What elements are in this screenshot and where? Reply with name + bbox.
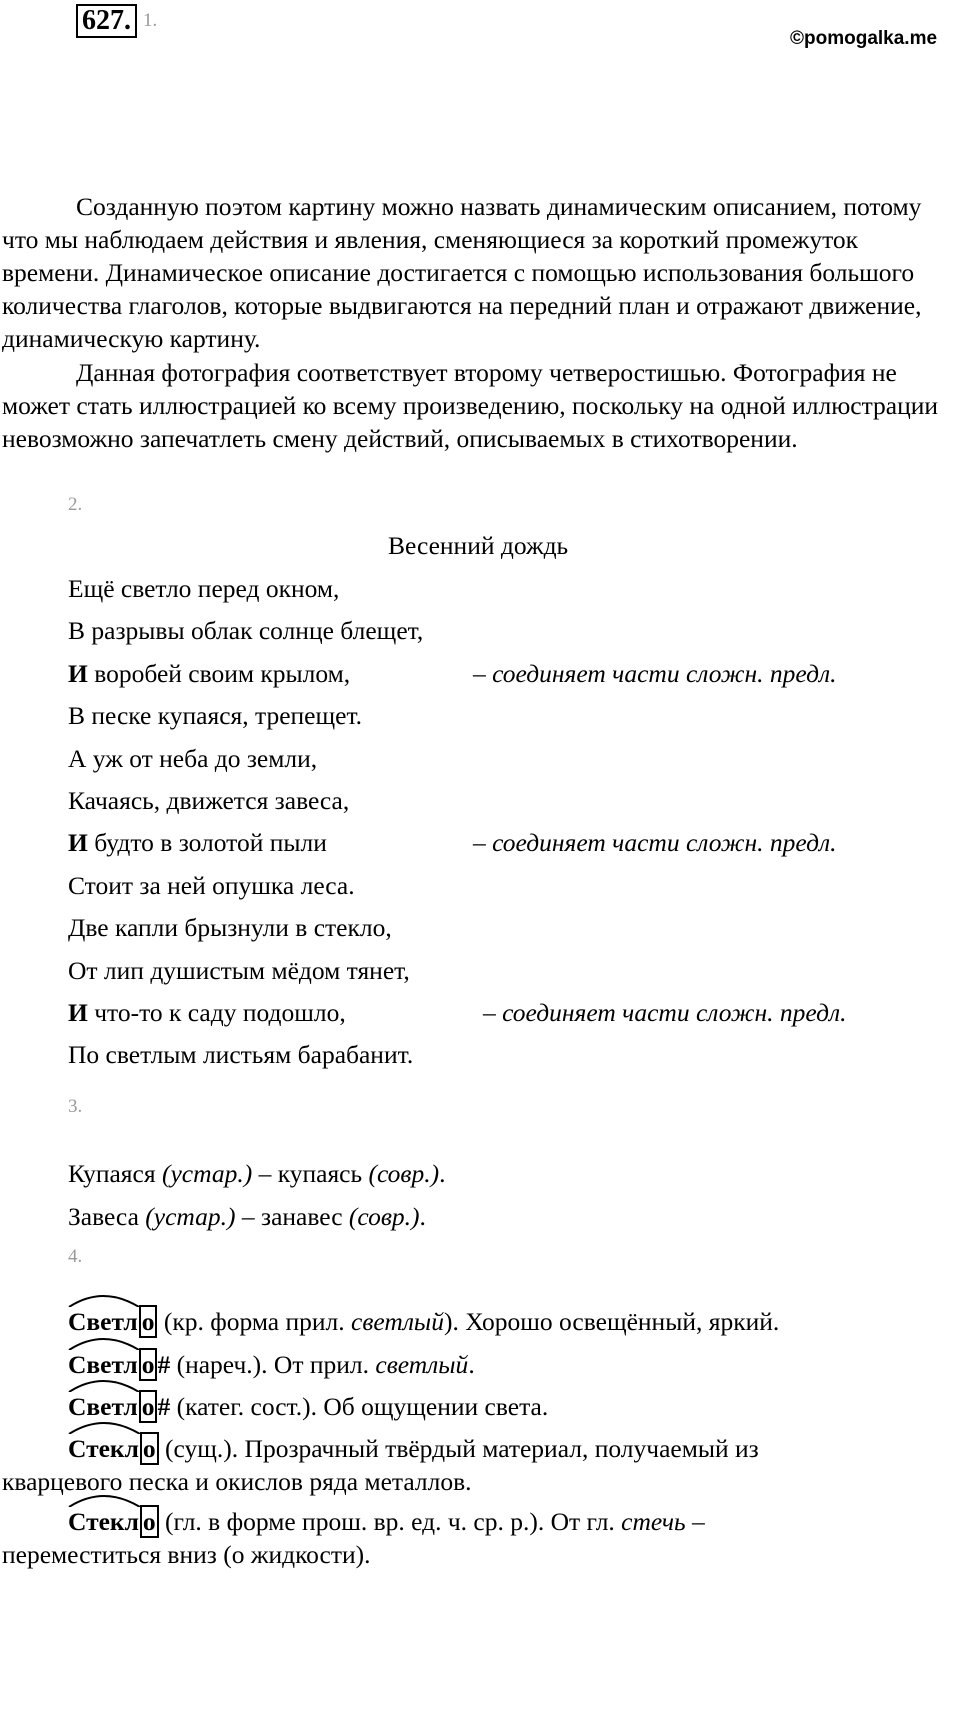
entry-definition: (кр. форма прил. (157, 1307, 352, 1336)
word-entry (68, 1505, 705, 1538)
null-ending-mark: # (157, 1392, 171, 1421)
entry-continuation: кварцевого песка и окислов ряда металлов. (2, 1467, 472, 1496)
word-entry (68, 1305, 779, 1338)
word-root: Светл (68, 1307, 138, 1336)
poem-line-text: что-то к саду подошло, (87, 998, 346, 1027)
comparison-row-1 (68, 1157, 446, 1190)
conjunction-comment: – соединяет части сложн. предл. (473, 658, 837, 688)
conjunction-comment: – соединяет части сложн. предл. (473, 828, 837, 858)
poem-line (68, 784, 349, 817)
word-ending-box: о (139, 1305, 158, 1338)
exercise-number: 627. (76, 4, 137, 38)
poem-line-text: От лип душистым мёдом тянет, (68, 955, 410, 985)
poem-line-text: Качаясь, движется завеса, (68, 786, 350, 815)
conjunction: И (68, 828, 88, 858)
entry-definition: (нареч.). От прил. (170, 1350, 376, 1379)
entry-source-word: светлый (375, 1350, 469, 1379)
poem-title: Весенний дождь (388, 531, 569, 560)
section-label-3: 3. (68, 1096, 83, 1117)
poem-line (68, 699, 362, 732)
entry-definition: (катег. сост.). Об ощущении света. (170, 1392, 549, 1421)
poem-line (68, 826, 327, 859)
poem-line-text: Две капли брызнули в стекло, (68, 913, 392, 943)
section-label-2: 2. (68, 494, 83, 515)
poem-line-text: В разрывы облак солнце блещет, (68, 616, 424, 646)
word-entry (68, 1432, 759, 1465)
poem-line-text: Стоит за ней опушка леса. (68, 870, 355, 900)
poem-line (68, 1038, 413, 1071)
section-label-4: 4. (68, 1246, 83, 1267)
entry-tail: . (468, 1350, 475, 1379)
paragraph-1: Созданную поэтом картину можно назвать динамическим описанием, потому что мы наблюдаем действия и явления, сменяющиеся за короткий промежуток времени. Динамическое описание достигается с помощью использования большого количества глаголов, которые выдвигаются на передний план и отражают движение, динамическую картину. (2, 192, 922, 353)
entry-continuation: переместиться вниз (о жидкости). (2, 1540, 371, 1569)
word-root: Стекл (68, 1507, 139, 1536)
poem-line-text: По светлым листьям барабанит. (68, 1040, 414, 1070)
poem-line-text: А уж от неба до земли, (68, 743, 318, 773)
modern-note: (совр.) (348, 1202, 420, 1231)
section-label-1: 1. (143, 10, 158, 31)
entry-definition: (гл. в форме прош. вр. ед. ч. ср. р.). От гл. (158, 1507, 622, 1536)
entry-source-word: светлый (351, 1307, 444, 1336)
morpheme-word (68, 1305, 157, 1338)
poem-line-text: Ещё светло перед окном, (68, 574, 340, 603)
morpheme-word (68, 1505, 159, 1538)
entry-tail: – (685, 1507, 705, 1536)
word-ending-box: о (139, 1390, 158, 1423)
poem-line (68, 996, 346, 1029)
poem-line-text: В песке купаяся, трепещет. (68, 701, 363, 731)
comparison-row-2 (68, 1200, 426, 1233)
site-watermark: ©pomogalka.me (790, 28, 938, 49)
entry-tail: ). Хорошо освещённый, яркий. (443, 1307, 780, 1336)
poem-line (68, 572, 339, 605)
word-ending-box: о (140, 1505, 159, 1538)
entry-definition: (сущ.). Прозрачный твёрдый материал, получаемый из (158, 1434, 759, 1463)
old-word: Купаяся (68, 1159, 162, 1188)
word-root: Светл (68, 1350, 138, 1379)
word-root: Светл (68, 1392, 138, 1421)
poem-line-text: будто в золотой пыли (87, 828, 327, 858)
poem-line (68, 742, 317, 775)
word-entry (68, 1348, 475, 1381)
word-ending-box: о (140, 1432, 159, 1465)
morpheme-word (68, 1390, 157, 1423)
modern-note: (совр.) (368, 1159, 440, 1188)
poem-line (68, 911, 392, 944)
poem-line-text: воробей своим крылом, (87, 658, 351, 688)
row-end: . (419, 1202, 426, 1231)
old-word: Завеса (68, 1202, 146, 1231)
poem-line (68, 954, 410, 987)
modern-word: – купаясь (252, 1159, 369, 1188)
poem-line (68, 657, 350, 690)
morpheme-word (68, 1432, 159, 1465)
poem-line (68, 614, 423, 647)
null-ending-mark: # (157, 1350, 171, 1379)
conjunction: И (68, 998, 88, 1027)
root-arc-mark (68, 1293, 142, 1307)
old-note: (устар.) (145, 1202, 236, 1231)
conjunction-comment: – соединяет части сложн. предл. (483, 998, 847, 1027)
conjunction: И (68, 658, 88, 688)
word-root: Стекл (68, 1434, 139, 1463)
root-arc-mark (68, 1336, 142, 1350)
modern-word: – занавес (235, 1202, 349, 1231)
entry-source-word: стечь (621, 1507, 686, 1536)
morpheme-word (68, 1348, 157, 1381)
poem-line (68, 869, 355, 902)
word-entry (68, 1390, 548, 1423)
word-ending-box: о (139, 1348, 158, 1381)
row-end: . (439, 1159, 446, 1188)
paragraph-2: Данная фотография соответствует второму четверостишью. Фотография не может стать иллюстрацией ко всему произведению, поскольку на одной иллюстрации невозможно запечатлеть смену действий, описываемых в стихотворении. (2, 358, 939, 453)
old-note: (устар.) (161, 1159, 253, 1188)
